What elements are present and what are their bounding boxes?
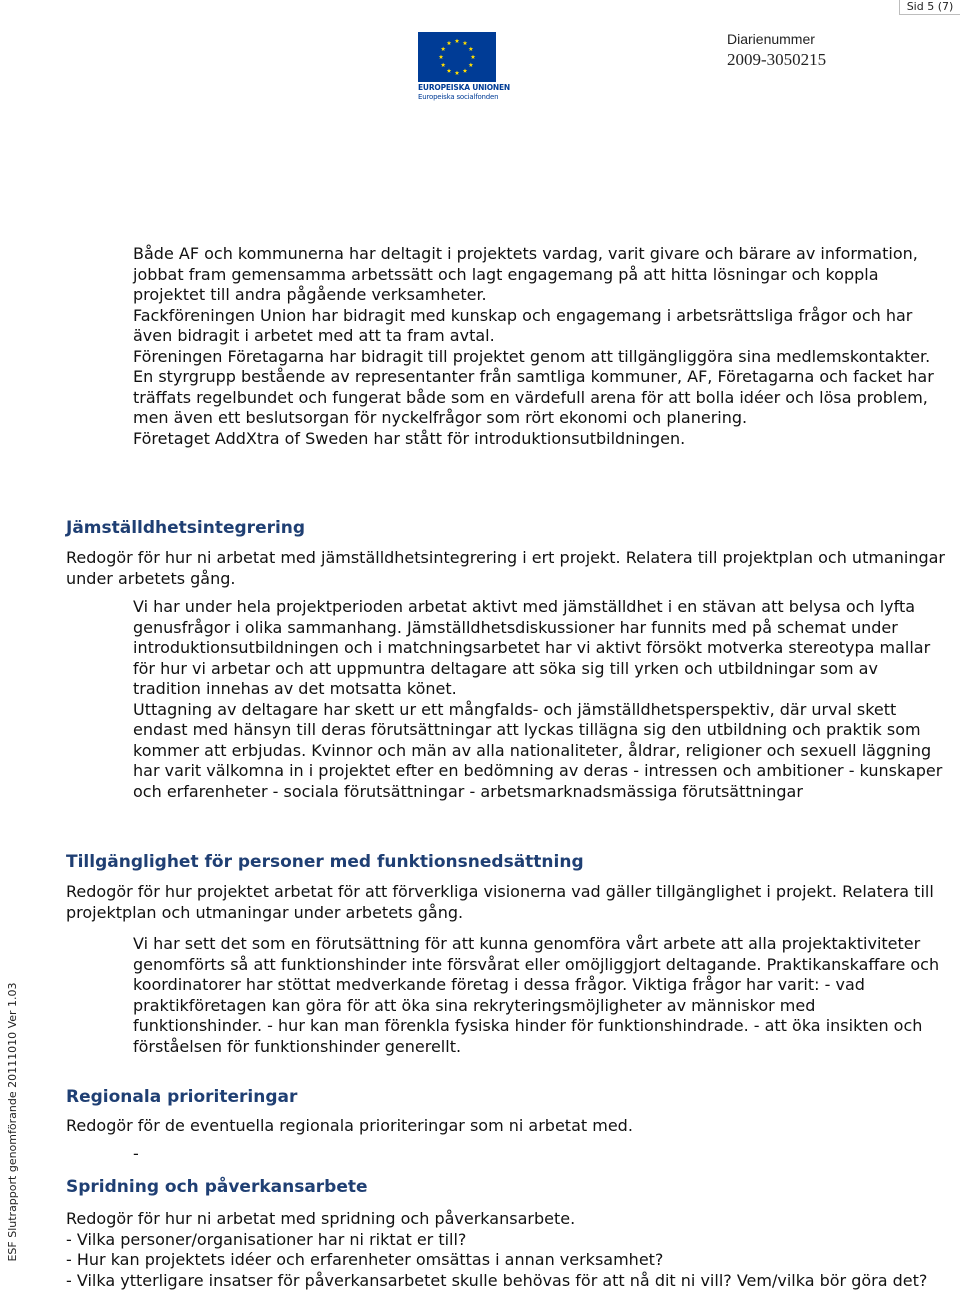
intro-paragraph: Föreningen Företagarna har bidragit till projektet genom att tillgängliggöra sina medlemskontakter.	[133, 346, 931, 366]
intro-block	[133, 244, 943, 449]
diary-number: 2009-3050215	[727, 50, 827, 69]
heading-dissemination: Spridning och påverkansarbete	[66, 1177, 368, 1197]
instruction-accessibility: Redogör för hur projektet arbetat för att förverkliga visionerna vad gäller tillgänglighet i projekt. Relatera till projektplan och utmaningar under arbetets gång.	[66, 882, 934, 922]
diary-label: Diarienummer	[727, 31, 815, 47]
eu-logo	[418, 32, 511, 102]
page-number: Sid 5 (7)	[899, 0, 960, 15]
answer-regional-priorities: -	[133, 1144, 139, 1163]
instruction-line: - Vilka ytterligare insatser för påverkansarbetet skulle behövas för att nå dit ni vill? Vem/vilka bör göra det?	[66, 1270, 928, 1290]
intro-paragraph: En styrgrupp bestående av representanter från samtliga kommuner, AF, Företagarna och facket har träffats regelbundet och fungerat både som en värdefull arena för att bolla idéer och lösa problem, men även ett beslutsorgan för nyckelfrågor som rört ekonomi och planering.	[133, 367, 934, 427]
eu-stars-icon	[418, 32, 496, 82]
instruction-line: Redogör för hur ni arbetat med spridning och påverkansarbete.	[66, 1209, 576, 1228]
intro-paragraph: Både AF och kommunerna har deltagit i projektets vardag, varit givare och bärare av information, jobbat fram gemensamma arbetssätt och lagt engagemang på att hitta lösningar och koppla projektet till andra pågående verksamheter.	[133, 244, 918, 304]
intro-paragraph: Företaget AddXtra of Sweden har stått för introduktionsutbildningen.	[133, 428, 686, 448]
intro-paragraph: Fackföreningen Union har bidragit med kunskap och engagemang i arbetsrättsliga frågor och har även bidragit i arbetet med att ta fram avtal.	[133, 305, 913, 345]
instruction-dissemination	[66, 1209, 946, 1291]
eu-flag-icon	[418, 32, 496, 82]
instruction-gender-equality: Redogör för hur ni arbetat med jämställdhetsintegrering i ert projekt. Relatera till projektplan och utmaningar under arbetets gång.	[66, 548, 945, 588]
instruction-line: - Vilka personer/organisationer har ni riktat er till?	[66, 1229, 467, 1249]
heading-regional-priorities: Regionala prioriteringar	[66, 1087, 298, 1107]
instruction-line: - Hur kan projektets idéer och erfarenheter omsättas i annan verksamhet?	[66, 1250, 664, 1269]
instruction-regional-priorities: Redogör för de eventuella regionala prioriteringar som ni arbetat med.	[66, 1116, 633, 1135]
answer-paragraph: Vi har under hela projektperioden arbetat aktivt med jämställdhet i en stävan att belysa och lyfta genusfrågor i olika sammanhang. Jämställdhetsdiskussioner har funnits med på schemat under introduktionsutbildningen och i matchningsarbetet har vi aktivt försökt motverka stereotypa mallar för hur vi arbetar och att uppmuntra deltagare att söka sig till yrken och utbildningar som av tradition innehas av det motsatta könet.	[133, 597, 931, 698]
heading-accessibility: Tillgänglighet för personer med funktionsnedsättning	[66, 852, 584, 872]
logo-text-fund: Europeiska socialfonden	[418, 93, 499, 101]
side-footer-text: ESF Slutrapport genomförande 20111010 Ver 1.03	[6, 982, 19, 1262]
answer-gender-equality	[133, 597, 943, 802]
logo-text-union: EUROPEISKA UNIONEN	[418, 83, 511, 92]
answer-paragraph: Uttagning av deltagare har skett ur ett mångfalds- och jämställdhetsperspektiv, där urval skett endast med hänsyn till deras förutsättningar att lyckas tillägna sig den utbildning och praktik som kommer att erbjudas. Kvinnor och män av alla nationaliteter, åldrar, religioner och sexuell läggning har varit välkomna in i projektet efter en bedömning av deras - intressen och ambitioner - kunskaper och erfarenheter - sociala förutsättningar - arbetsmarknadsmässiga förutsättningar	[133, 699, 943, 801]
answer-accessibility: Vi har sett det som en förutsättning för att kunna genomföra vårt arbete att alla projektaktiviteter genomförts så att funktionshinder inte försvårat eller omöjliggjort deltagande. Praktikanskaffare och koordinatorer har stöttat medverkande företag i dessa frågor. Viktiga frågor har varit: - vad praktikföretagen kan göra för att öka sina rekryteringsmöjligheter av människor med funktionshinder. - hur kan man förenkla fysiska hinder för funktionshindrade. - att öka insikten och förståelsen för funktionshinder generellt.	[133, 934, 940, 1056]
heading-gender-equality: Jämställdhetsintegrering	[66, 518, 306, 538]
